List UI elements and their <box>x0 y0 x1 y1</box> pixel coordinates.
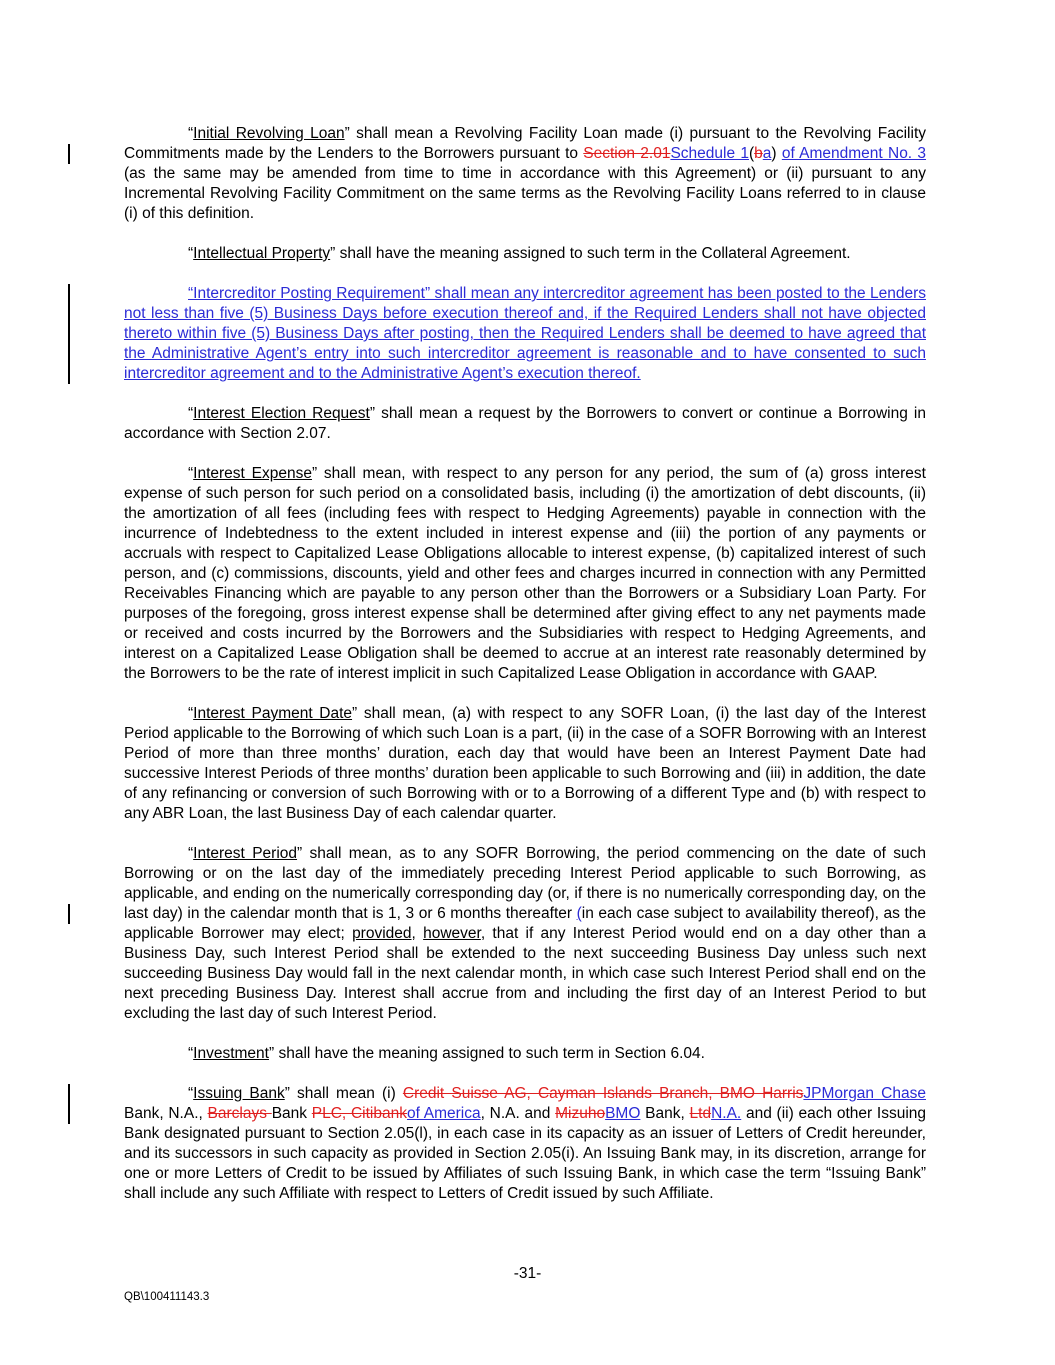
document-id: QB\100411143.3 <box>124 1291 210 1303</box>
inserted-text: ( <box>576 905 582 922</box>
document-page <box>124 124 926 1224</box>
deleted-text: Credit Suisse AG, Cayman Islands Branch, BMO Harris <box>402 1085 804 1102</box>
inserted-text: of America <box>406 1105 481 1122</box>
inserted-text: “Intercreditor Posting Requirement” shall mean any intercreditor agreement has been posted to the Lenders not less than five (5) Business Days before execution thereof and, if the Required Lenders shall not have objected thereto within five (5) Business Days after posting, then the Required Lenders shall be deemed to have agreed that the Administrative Agent’s entry into such intercreditor agreement is reasonable and to have consented to such intercreditor agreement and to the Administrative Agent’s execution thereof. <box>124 285 926 382</box>
inserted-text: Schedule 1 <box>670 145 749 162</box>
change-bar <box>68 284 70 384</box>
change-bar <box>68 144 70 164</box>
change-bar <box>68 904 70 924</box>
definition-intellectual-property: “Intellectual Property” shall have the meaning assigned to such term in the Collateral Agreement. <box>188 245 851 262</box>
defined-term: Issuing Bank <box>193 1085 285 1102</box>
definition-initial-revolving-loan: “Initial Revolving Loan” shall mean a Revolving Facility Loan made (i) pursuant to the Revolving Facility Commitments made by the Lenders to the Borrowers pursuant to Section 2.01Schedule 1(ba) of Amendment No. 3 (as the same may be amended from time to time in accordance with this Agreement) or (ii) pursuant to any Incremental Revolving Facility Commitment on the same terms as the Revolving Facility Loans referred to in clause (i) of this definition. <box>124 125 927 222</box>
definition-issuing-bank: “Issuing Bank” shall mean (i) Credit Suisse AG, Cayman Islands Branch, BMO HarrisJPMorgan Chase Bank, N.A., Barclays Bank PLC, Citibankof America, N.A. and MizuhoBMO Bank, LtdN.A. and (ii) each other Issuing Bank designated pursuant to Section 2.05(l), in each case in its capacity as an issuer of Letters of Credit hereunder, and its successors in such capacity as provided in Section 2.05(i). An Issuing Bank may, in its discretion, arrange for one or more Letters of Credit to be issued by Affiliates of such Issuing Bank, in which case the term “Issuing Bank” shall include any such Affiliate with respect to Letters of Credit issued by such Affiliate. <box>124 1085 927 1202</box>
deleted-text: b <box>754 145 763 162</box>
inserted-text: BMO <box>605 1105 641 1122</box>
definition-intercreditor-posting-requirement <box>124 284 926 384</box>
deleted-text: PLC, Citibank <box>311 1105 407 1122</box>
underlined-text: however <box>423 925 481 942</box>
underlined-text: provided <box>352 925 412 942</box>
inserted-text: of Amendment No. 3 <box>781 145 927 162</box>
change-bar <box>68 1084 70 1124</box>
defined-term: Interest Period <box>193 845 298 862</box>
definition-investment: “Investment” shall have the meaning assigned to such term in Section 6.04. <box>188 1045 705 1062</box>
inserted-text: N.A. <box>711 1105 742 1122</box>
definition-interest-payment-date: “Interest Payment Date” shall mean, (a) with respect to any SOFR Loan, (i) the last day of the Interest Period applicable to the Borrowing of which such Loan is a part, (ii) in the case of a SOFR Borrowing with an Interest Period of more than three months’ duration, each day that would have been an Interest Payment Date had successive Interest Periods of three months’ duration been applicable to such Borrowing and (iii) in addition, the date of any refinancing or conversion of such Borrowing with or to a Borrowing of a different Type and (b) with respect to any ABR Loan, the last Business Day of each calendar quarter. <box>124 705 926 822</box>
deleted-text: Ltd <box>689 1105 712 1122</box>
defined-term: Interest Expense <box>193 465 312 482</box>
defined-term: Initial Revolving Loan <box>193 125 345 142</box>
defined-term: Interest Election Request <box>193 405 370 422</box>
inserted-text: a <box>762 145 772 162</box>
defined-term: Intellectual Property <box>193 245 331 262</box>
page-number: -31- <box>513 1265 542 1282</box>
definition-interest-period: “Interest Period” shall mean, as to any SOFR Borrowing, the period commencing on the date of such Borrowing or on the last day of the immediately preceding Interest Period applicable to such Borrowing, as applicable, and ending on the numerically corresponding day (or, if there is no numerically corresponding day, on the last day) in the calendar month that is 1, 3 or 6 months thereafter (in each case subject to availability thereof), as the applicable Borrower may elect; provided, however, that if any Interest Period would end on a day other than a Business Day, such Interest Period shall be extended to the next succeeding Business Day unless such next succeeding Business Day would fall in the next calendar month, in which case such Interest Period shall end on the next preceding Business Day. Interest shall accrue from and including the first day of an Interest Period to but excluding the last day of such Interest Period. <box>124 845 926 1022</box>
deleted-text: Barclays <box>207 1105 272 1122</box>
deleted-text: Mizuho <box>555 1105 606 1122</box>
defined-term: Investment <box>193 1045 269 1062</box>
definition-interest-expense: “Interest Expense” shall mean, with respect to any person for any period, the sum of (a) gross interest expense of such person for such period on a consolidated basis, including (i) the amortization of debt discounts, (ii) the amortization of all fees (including fees with respect to Hedging Agreements) payable in connection with the incurrence of Indebtedness to the extent included in interest expense and (iii) the portion of any payments or accruals with respect to Capitalized Lease Obligations allocable to interest expense, (b) capitalized interest of such person, and (c) commissions, discounts, yield and other fees and charges incurred in connection with any Permitted Receivables Financing which are payable to any person other than the Borrowers or a Subsidiary Loan Party. For purposes of the foregoing, gross interest expense shall be determined after giving effect to any net payments made or received and costs incurred by the Borrowers and the Subsidiaries with respect to Hedging Agreements, and interest on a Capitalized Lease Obligation shall be deemed to accrue at an interest rate reasonably determined by the Borrowers to be the rate of interest implicit in such Capitalized Lease Obligation in accordance with GAAP. <box>124 465 926 682</box>
deleted-text: Section 2.01 <box>583 145 671 162</box>
defined-term: Interest Payment Date <box>193 705 353 722</box>
inserted-text: JPMorgan Chase <box>803 1085 926 1102</box>
definition-interest-election-request: “Interest Election Request” shall mean a request by the Borrowers to convert or continue a Borrowing in accordance with Section 2.07. <box>124 405 926 442</box>
